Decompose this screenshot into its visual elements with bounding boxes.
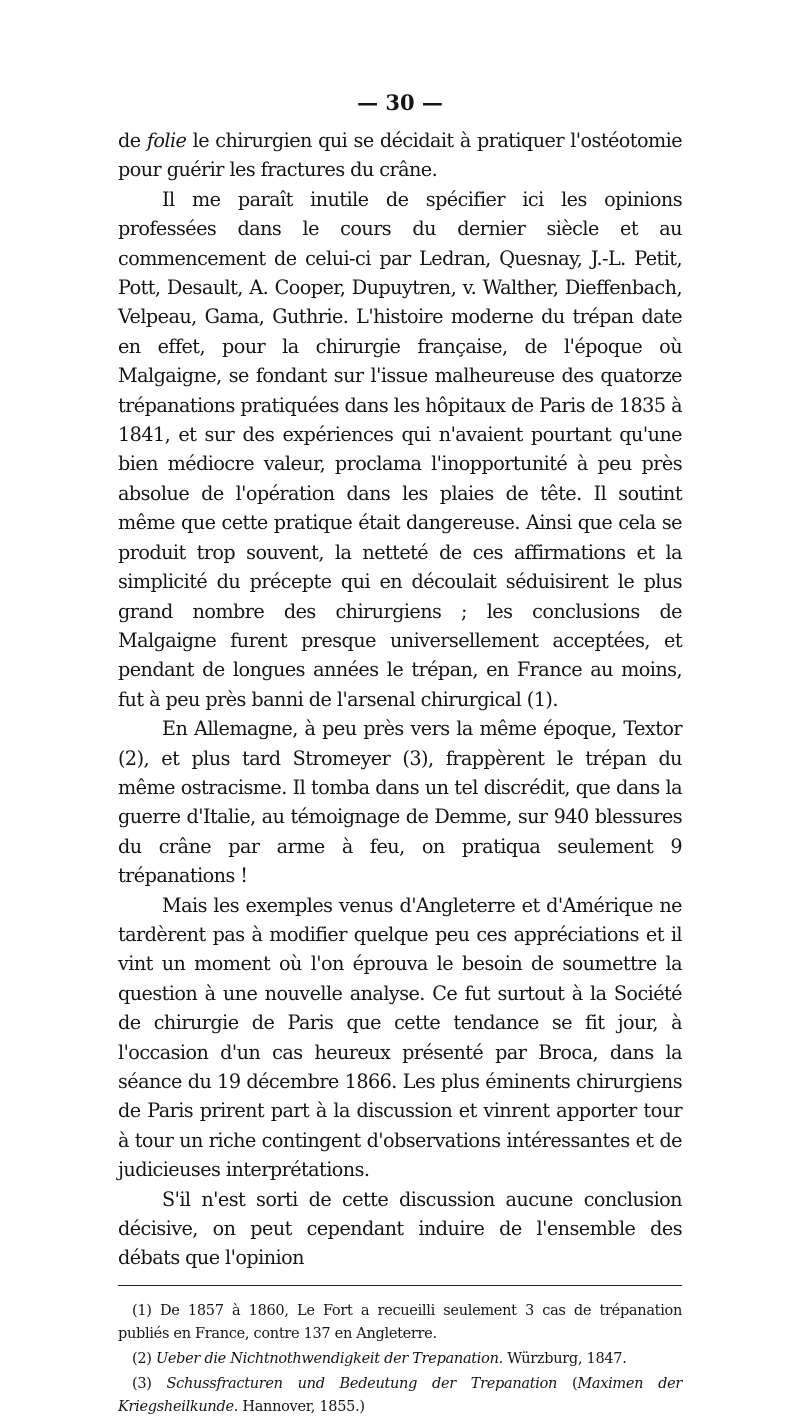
footnote — [118, 1348, 682, 1371]
text-run: le chirurgien qui se décidait à pratiquer l'ostéotomie pour guérir les fractures du crâne. — [118, 129, 682, 182]
text-run: Mais les exemples venus d'Angleterre et d'Amérique ne tardèrent pas à modifier quelque peu ces appréciations et il vint un moment où l'on éprouva le besoin de soumettre la question à une nouvelle analyse. Ce fut surtout à la Société de chirurgie de Paris que cette tendance se fit jour, à l'occasion d'un cas heureux présenté par Broca, dans la séance du 19 décembre 1866. Les plus éminents chirurgiens de Paris prirent part à la discussion et vinrent apporter tour à tour un riche contingent d'observations intéressantes et de judicieuses interprétations. — [118, 893, 682, 1182]
paragraph — [118, 185, 682, 714]
text-run: Hannover, 1855.) — [238, 1398, 365, 1415]
footnote — [118, 1373, 682, 1419]
text-run: (2) — [132, 1350, 156, 1367]
page-number: — 30 — — [357, 90, 443, 115]
footnote-divider — [118, 1285, 682, 1286]
book-page — [118, 90, 682, 1421]
footnote — [118, 1300, 682, 1346]
body-text — [118, 126, 682, 1273]
paragraph — [118, 126, 682, 185]
text-run: S'il n'est sorti de cette discussion aucune conclusion décisive, on peut cependant induire de l'ensemble des débats que l'opinion — [118, 1187, 682, 1270]
text-run-italic: folie — [146, 129, 187, 152]
text-run: Würzburg, 1847. — [502, 1350, 627, 1367]
paragraph — [118, 1185, 682, 1273]
footnotes — [118, 1300, 682, 1419]
text-run: Il me paraît inutile de spécifier ici les opinions professées dans le cours du dernier siècle et au commencement de celui-ci par Ledran, Quesnay, J.-L. Petit, Pott, Desault, A. Cooper, Dupuytren, v. Walther, Dieffenbach, Velpeau, Gama, Guthrie. L'histoire moderne du trépan date en effet, pour la chirurgie française, de l'époque où Malgaigne, se fondant sur l'issue malheureuse des quatorze trépanations pratiquées dans les hôpitaux de Paris de 1835 à 1841, et sur des expériences qui n'avaient pourtant qu'une bien médiocre valeur, proclama l'inopportunité à peu près absolue de l'opération dans les plaies de tête. Il soutint même que cette pratique était dangereuse. Ainsi que cela se produit trop souvent, la netteté de ces affirmations et la simplicité du précepte qui en découlait séduisirent le plus grand nombre des chirurgiens ; les conclusions de Malgaigne furent presque universellement acceptées, et pendant de longues années le trépan, en France au moins, fut à peu près banni de l'arsenal chirurgical (1). — [118, 187, 682, 711]
text-run: ( — [557, 1375, 578, 1392]
text-run-italic: Maximen der Kriegsheilkunde. — [118, 1375, 682, 1415]
text-run-italic: Schussfracturen und Bedeutung der Trepanation — [166, 1375, 558, 1392]
paragraph — [118, 891, 682, 1185]
text-run: (3) — [132, 1375, 167, 1392]
paragraph — [118, 714, 682, 890]
text-run-italic: Ueber die Nichtnothwendigkeit der Trepanation. — [155, 1350, 503, 1367]
text-run: (1) De 1857 à 1860, Le Fort a recueilli seulement 3 cas de trépanation publiés en France, contre 137 en Angleterre. — [118, 1302, 682, 1342]
text-run: En Allemagne, à peu près vers la même époque, Textor (2), et plus tard Stromeyer (3), frappèrent le trépan du même ostracisme. Il tomba dans un tel discrédit, que dans la guerre d'Italie, au témoignage de Demme, sur 940 blessures du crâne par arme à feu, on pratiqua seulement 9 trépanations ! — [118, 717, 682, 888]
text-run: de — [118, 129, 147, 152]
